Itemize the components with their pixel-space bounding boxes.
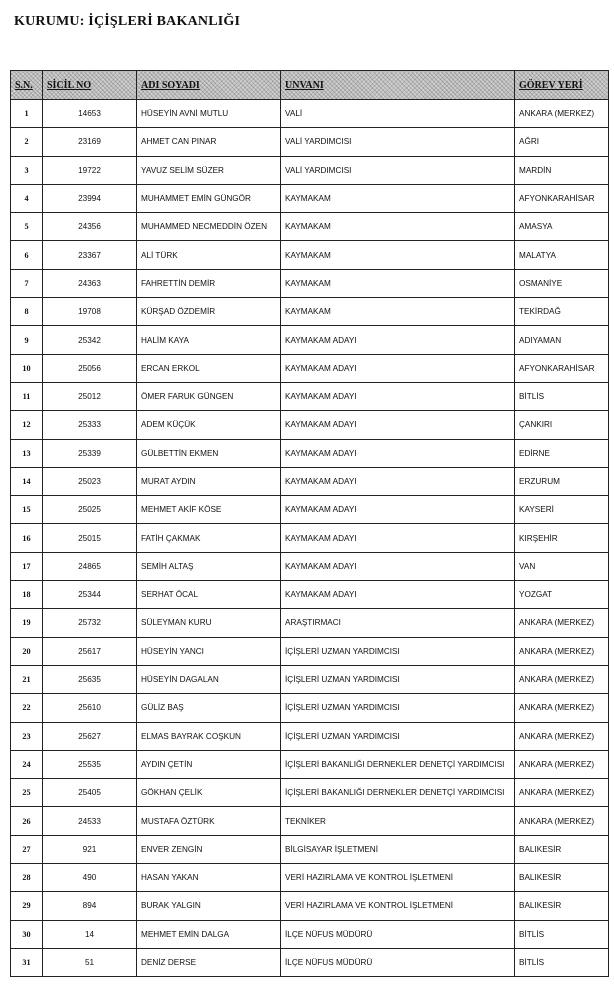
cell-sn: 22 [11,694,43,722]
cell-sn: 18 [11,581,43,609]
table-row [11,128,609,156]
cell-sn: 28 [11,864,43,892]
cell-sn: 3 [11,156,43,184]
cell-unvani: KAYMAKAM [281,241,515,269]
cell-sn: 14 [11,467,43,495]
cell-adi-soyadi: SEMİH ALTAŞ [137,552,281,580]
cell-gorev-yeri: ANKARA (MERKEZ) [515,637,609,665]
cell-sn: 16 [11,524,43,552]
cell-adi-soyadi: GÜLBETTİN EKMEN [137,439,281,467]
header-sn: S.N. [11,71,43,100]
cell-unvani: İÇİŞLERİ UZMAN YARDIMCISI [281,722,515,750]
table-row [11,609,609,637]
cell-sicil-no: 921 [43,835,137,863]
cell-sn: 7 [11,269,43,297]
cell-adi-soyadi: ALİ TÜRK [137,241,281,269]
table-row [11,807,609,835]
cell-adi-soyadi: SÜLEYMAN KURU [137,609,281,637]
cell-adi-soyadi: MURAT AYDIN [137,467,281,495]
cell-sicil-no: 24363 [43,269,137,297]
table-row [11,100,609,128]
cell-adi-soyadi: HASAN YAKAN [137,864,281,892]
cell-gorev-yeri: BİTLİS [515,920,609,948]
header-sicil-no: SİCİL NO [43,71,137,100]
cell-gorev-yeri: KIRŞEHİR [515,524,609,552]
table-row [11,411,609,439]
cell-adi-soyadi: YAVUZ SELİM SÜZER [137,156,281,184]
cell-gorev-yeri: EDİRNE [515,439,609,467]
cell-sicil-no: 19708 [43,298,137,326]
cell-sicil-no: 25617 [43,637,137,665]
cell-sn: 5 [11,213,43,241]
cell-unvani: KAYMAKAM [281,298,515,326]
cell-sn: 12 [11,411,43,439]
cell-sn: 13 [11,439,43,467]
cell-sn: 1 [11,100,43,128]
cell-sn: 15 [11,496,43,524]
cell-adi-soyadi: MUHAMMET EMİN GÜNGÖR [137,184,281,212]
header-gorev-yeri: GÖREV YERİ [515,71,609,100]
cell-sicil-no: 24865 [43,552,137,580]
table-row [11,269,609,297]
cell-gorev-yeri: MARDİN [515,156,609,184]
cell-unvani: VERİ HAZIRLAMA VE KONTROL İŞLETMENİ [281,864,515,892]
table-row [11,184,609,212]
cell-adi-soyadi: AHMET CAN PINAR [137,128,281,156]
cell-adi-soyadi: HÜSEYİN DAGALAN [137,665,281,693]
table-row [11,241,609,269]
cell-unvani: KAYMAKAM ADAYI [281,354,515,382]
cell-adi-soyadi: AYDIN ÇETİN [137,750,281,778]
cell-unvani: İÇİŞLERİ UZMAN YARDIMCISI [281,665,515,693]
table-row [11,524,609,552]
cell-unvani: İLÇE NÜFUS MÜDÜRÜ [281,920,515,948]
cell-unvani: İÇİŞLERİ BAKANLIĞI DERNEKLER DENETÇİ YARDIMCISI [281,779,515,807]
cell-sn: 6 [11,241,43,269]
cell-sicil-no: 14653 [43,100,137,128]
cell-sicil-no: 25610 [43,694,137,722]
cell-sicil-no: 23169 [43,128,137,156]
cell-unvani: ARAŞTIRMACI [281,609,515,637]
cell-gorev-yeri: AMASYA [515,213,609,241]
cell-sicil-no: 25405 [43,779,137,807]
cell-unvani: KAYMAKAM ADAYI [281,467,515,495]
cell-unvani: İÇİŞLERİ UZMAN YARDIMCISI [281,637,515,665]
cell-sicil-no: 25339 [43,439,137,467]
cell-unvani: VERİ HAZIRLAMA VE KONTROL İŞLETMENİ [281,892,515,920]
cell-adi-soyadi: HALİM KAYA [137,326,281,354]
table-row [11,326,609,354]
table-row [11,439,609,467]
cell-adi-soyadi: SERHAT ÖCAL [137,581,281,609]
cell-sicil-no: 14 [43,920,137,948]
table-row [11,354,609,382]
cell-adi-soyadi: MEHMET AKİF KÖSE [137,496,281,524]
page-title: KURUMU: İÇİŞLERİ BAKANLIĞI [14,14,241,29]
table-body [11,100,609,977]
table-row [11,298,609,326]
cell-adi-soyadi: ENVER ZENGİN [137,835,281,863]
cell-unvani: KAYMAKAM ADAYI [281,326,515,354]
cell-adi-soyadi: MUHAMMED NECMEDDİN ÖZEN [137,213,281,241]
cell-sn: 27 [11,835,43,863]
table-row [11,948,609,976]
cell-sicil-no: 24533 [43,807,137,835]
cell-adi-soyadi: MUSTAFA ÖZTÜRK [137,807,281,835]
cell-sn: 26 [11,807,43,835]
cell-sn: 19 [11,609,43,637]
cell-gorev-yeri: ANKARA (MERKEZ) [515,750,609,778]
cell-sicil-no: 490 [43,864,137,892]
cell-sn: 4 [11,184,43,212]
cell-gorev-yeri: ANKARA (MERKEZ) [515,665,609,693]
cell-adi-soyadi: FATİH ÇAKMAK [137,524,281,552]
cell-sicil-no: 51 [43,948,137,976]
cell-gorev-yeri: OSMANİYE [515,269,609,297]
cell-unvani: KAYMAKAM ADAYI [281,552,515,580]
table-row [11,496,609,524]
cell-sicil-no: 23994 [43,184,137,212]
table-row [11,835,609,863]
cell-sn: 9 [11,326,43,354]
table-row [11,156,609,184]
cell-sn: 2 [11,128,43,156]
cell-unvani: İÇİŞLERİ BAKANLIĞI DERNEKLER DENETÇİ YARDIMCISI [281,750,515,778]
cell-gorev-yeri: BİTLİS [515,382,609,410]
cell-sicil-no: 25056 [43,354,137,382]
cell-gorev-yeri: AFYONKARAHİSAR [515,184,609,212]
cell-sn: 30 [11,920,43,948]
table-header-row [11,71,609,100]
cell-unvani: İÇİŞLERİ UZMAN YARDIMCISI [281,694,515,722]
cell-sn: 20 [11,637,43,665]
cell-gorev-yeri: ANKARA (MERKEZ) [515,779,609,807]
cell-gorev-yeri: ÇANKIRI [515,411,609,439]
cell-unvani: KAYMAKAM ADAYI [281,439,515,467]
header-adi-soyadi: ADI SOYADI [137,71,281,100]
cell-sicil-no: 25023 [43,467,137,495]
table-row [11,892,609,920]
table-row [11,722,609,750]
table-row [11,382,609,410]
cell-sn: 17 [11,552,43,580]
cell-unvani: VALİ YARDIMCISI [281,156,515,184]
cell-sn: 8 [11,298,43,326]
cell-sicil-no: 25333 [43,411,137,439]
cell-sicil-no: 25344 [43,581,137,609]
cell-gorev-yeri: ANKARA (MERKEZ) [515,609,609,637]
cell-gorev-yeri: ANKARA (MERKEZ) [515,694,609,722]
cell-unvani: KAYMAKAM ADAYI [281,496,515,524]
cell-sicil-no: 25732 [43,609,137,637]
cell-gorev-yeri: BALIKESİR [515,835,609,863]
table-row [11,637,609,665]
cell-sicil-no: 25015 [43,524,137,552]
cell-unvani: KAYMAKAM [281,269,515,297]
cell-adi-soyadi: FAHRETTİN DEMİR [137,269,281,297]
cell-unvani: KAYMAKAM ADAYI [281,411,515,439]
personnel-table [10,70,609,977]
cell-unvani: BİLGİSAYAR İŞLETMENİ [281,835,515,863]
cell-sn: 25 [11,779,43,807]
table-row [11,467,609,495]
table-row [11,779,609,807]
cell-sicil-no: 25627 [43,722,137,750]
cell-unvani: İLÇE NÜFUS MÜDÜRÜ [281,948,515,976]
table-row [11,552,609,580]
cell-gorev-yeri: AĞRI [515,128,609,156]
cell-gorev-yeri: ADIYAMAN [515,326,609,354]
cell-gorev-yeri: ANKARA (MERKEZ) [515,807,609,835]
cell-adi-soyadi: BURAK YALGIN [137,892,281,920]
cell-sicil-no: 25012 [43,382,137,410]
table-row [11,750,609,778]
cell-sn: 24 [11,750,43,778]
cell-adi-soyadi: ADEM KÜÇÜK [137,411,281,439]
cell-adi-soyadi: MEHMET EMİN DALGA [137,920,281,948]
cell-gorev-yeri: BALIKESİR [515,892,609,920]
cell-sicil-no: 894 [43,892,137,920]
cell-unvani: TEKNİKER [281,807,515,835]
cell-adi-soyadi: GÜLİZ BAŞ [137,694,281,722]
table-row [11,694,609,722]
cell-gorev-yeri: TEKİRDAĞ [515,298,609,326]
cell-gorev-yeri: ANKARA (MERKEZ) [515,722,609,750]
cell-sn: 11 [11,382,43,410]
cell-unvani: VALİ [281,100,515,128]
cell-gorev-yeri: VAN [515,552,609,580]
table-row [11,665,609,693]
cell-sicil-no: 23367 [43,241,137,269]
table-row [11,213,609,241]
cell-gorev-yeri: AFYONKARAHİSAR [515,354,609,382]
cell-unvani: VALİ YARDIMCISI [281,128,515,156]
cell-sicil-no: 25342 [43,326,137,354]
cell-unvani: KAYMAKAM ADAYI [281,581,515,609]
cell-gorev-yeri: BALIKESİR [515,864,609,892]
table-row [11,920,609,948]
cell-adi-soyadi: ÖMER FARUK GÜNGEN [137,382,281,410]
cell-sn: 21 [11,665,43,693]
cell-sn: 31 [11,948,43,976]
cell-unvani: KAYMAKAM ADAYI [281,382,515,410]
header-unvani: UNVANI [281,71,515,100]
cell-adi-soyadi: HÜSEYİN YANCI [137,637,281,665]
cell-sicil-no: 25025 [43,496,137,524]
cell-adi-soyadi: DENİZ DERSE [137,948,281,976]
cell-gorev-yeri: ANKARA (MERKEZ) [515,100,609,128]
cell-unvani: KAYMAKAM [281,213,515,241]
cell-sicil-no: 25635 [43,665,137,693]
cell-gorev-yeri: ERZURUM [515,467,609,495]
cell-adi-soyadi: GÖKHAN ÇELİK [137,779,281,807]
cell-unvani: KAYMAKAM ADAYI [281,524,515,552]
cell-gorev-yeri: KAYSERİ [515,496,609,524]
cell-sicil-no: 24356 [43,213,137,241]
cell-gorev-yeri: YOZGAT [515,581,609,609]
cell-sicil-no: 19722 [43,156,137,184]
cell-gorev-yeri: MALATYA [515,241,609,269]
table-row [11,581,609,609]
cell-unvani: KAYMAKAM [281,184,515,212]
cell-adi-soyadi: ELMAS BAYRAK COŞKUN [137,722,281,750]
cell-adi-soyadi: ERCAN ERKOL [137,354,281,382]
cell-sn: 10 [11,354,43,382]
cell-gorev-yeri: BİTLİS [515,948,609,976]
cell-sicil-no: 25535 [43,750,137,778]
cell-adi-soyadi: HÜSEYİN AVNİ MUTLU [137,100,281,128]
cell-sn: 23 [11,722,43,750]
cell-adi-soyadi: KÜRŞAD ÖZDEMİR [137,298,281,326]
table-row [11,864,609,892]
cell-sn: 29 [11,892,43,920]
